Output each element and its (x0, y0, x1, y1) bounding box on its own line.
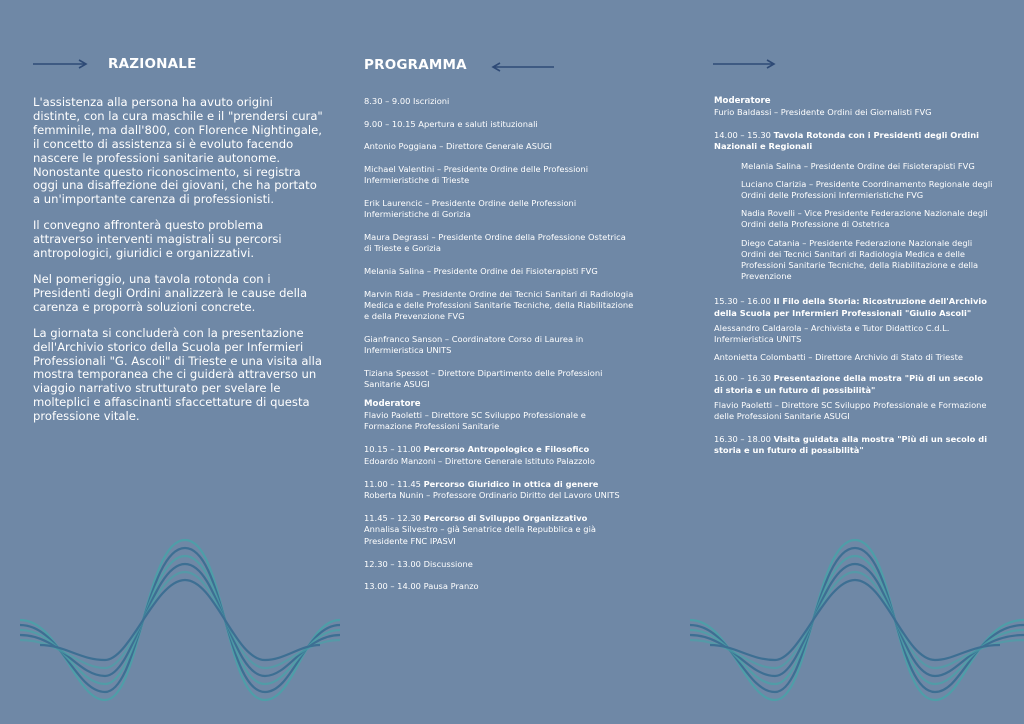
program-speaker: Erik Laurencic – Presidente Ordine delle Professioni Infermieristiche di Gorizia (364, 198, 577, 220)
panel-member: Nadia Rovelli – Vice Presidente Federazione Nazionale degli Ordini della Professione di Ostetrica (741, 208, 988, 230)
round-table-title: 14.00 – 15.30 Tavola Rotonda con i Presidenti degli Ordini Nazionali e Regionali (714, 130, 979, 152)
arrow-right-icon (33, 58, 89, 70)
moderator-label: Moderatore (364, 398, 421, 409)
session: 10.15 – 11.00 Percorso Antropologico e Filosofico Edoardo Manzoni – Direttore Generale Istituto Palazzolo (364, 444, 595, 466)
moderator-text: Flavio Paoletti – Direttore SC Sviluppo Professionale e Formazione Professioni Sanitarie (364, 409, 586, 432)
program-speaker: Tiziana Spessot – Direttore Dipartimento delle Professioni Sanitarie ASUGI (364, 367, 603, 389)
session: 11.45 – 12.30 Percorso di Sviluppo Organizzativo Annalisa Silvestro – già Senatrice della Repubblica e già Presidente FNC IPASVI (364, 513, 596, 546)
filo-speaker: Antonietta Colombatti – Direttore Archivio di Stato di Trieste (714, 352, 963, 363)
razionale-section (33, 96, 323, 436)
programma-section (364, 96, 634, 604)
filo-title: 15.30 – 16.00 Il Filo della Storia: Ricostruzione dell'Archivio della Scuola per Infermieri Professionali "Giulio Ascoli" (714, 296, 987, 318)
filo-speaker: Alessandro Caldarola – Archivista e Tutor Didattico C.d.L. Infermieristica UNITS (714, 322, 950, 345)
razionale-heading: RAZIONALE (108, 56, 197, 72)
mostra-speaker: Flavio Paoletti – Direttore SC Sviluppo Professionale e Formazione delle Professioni Sanitarie ASUGI (714, 399, 987, 422)
panel-member: Melania Salina – Presidente Ordine dei Fisioterapisti FVG (741, 160, 975, 171)
programma-heading: PROGRAMMA (364, 57, 467, 73)
program-item: 13.00 – 14.00 Pausa Pranzo (364, 581, 479, 592)
razionale-paragraph: Il convegno affronterà questo problema attraverso interventi magistrali su percorsi antropologici, giuridici e organizzativi. (33, 218, 282, 261)
program-speaker: Melania Salina – Presidente Ordine dei Fisioterapisti FVG (364, 265, 598, 276)
moderator-label: Moderatore (714, 96, 771, 106)
mostra-title: 16.00 – 16.30 Presentazione della mostra "Più di un secolo di storia e un futuro di possibilità" (714, 373, 983, 395)
program-speaker: Gianfranco Sanson – Coordinatore Corso di Laurea in Infermieristica UNITS (364, 333, 584, 355)
program-item: 12.30 – 13.00 Discussione (364, 558, 473, 569)
program-item: 8.30 – 9.00 Iscrizioni (364, 96, 450, 106)
moderator-text: Furio Baldassi – Presidente Ordini dei Giornalisti FVG (714, 107, 932, 117)
program-speaker: Marvin Rida – Presidente Ordine dei Tecnici Sanitari di Radiologia Medica e delle Professioni Sanitarie Tecniche, della Riabilitazione e della Prevenzione FVG (364, 288, 634, 321)
session: 11.00 – 11.45 Percorso Giuridico in ottica di genere Roberta Nunin – Professore Ordinario Diritto del Lavoro UNITS (364, 478, 620, 500)
program-speaker: Michael Valentini – Presidente Ordine delle Professioni Infermieristiche di Trieste (364, 164, 589, 186)
panel-member: Diego Catania – Presidente Federazione Nazionale degli Ordini dei Tecnici Sanitari di Radiologia Medica e delle Professioni Sanitarie Tecniche, della Riabilitazione e della Prevenzione (741, 237, 979, 282)
afternoon-section (714, 96, 994, 464)
razionale-paragraph: Nel pomeriggio, una tavola rotonda con i Presidenti degli Ordini analizzerà le cause della carenza e proporrà soluzioni concrete. (33, 271, 308, 314)
arrow-right-icon (713, 58, 777, 70)
program-speaker: Antonio Poggiana – Direttore Generale ASUGI (364, 141, 552, 152)
program-speaker: Maura Degrassi – Presidente Ordine della Professione Ostetrica di Trieste e Gorizia (364, 231, 626, 254)
razionale-paragraph: L'assistenza alla persona ha avuto origini distinte, con la cura maschile e il "prendersi cura" femminile, ma dall'800, con Florence Nightingale, il concetto di assistenza si è evoluto facendo nascere le professioni sanitarie autonome. Nonostante questo riconoscimento, si registra oggi una disaffezione dei giovani, che ha portato a un'importante carenza di professionisti. (33, 95, 323, 207)
wave-decoration-left (20, 520, 340, 724)
razionale-paragraph: La giornata si concluderà con la presentazione dell'Archivio storico della Scuola per Infermieri Professionali "G. Ascoli" di Trieste e una visita alla mostra temporanea che ci guiderà attraverso un viaggio narrativo strutturato per svelare le molteplici e affascinanti sfaccettature di questa professione vitale. (33, 325, 322, 424)
arrow-left-icon (491, 61, 555, 73)
program-item: 9.00 – 10.15 Apertura e saluti istituzionali (364, 118, 538, 129)
visita-title: 16.30 – 18.00 Visita guidata alla mostra "Più di un secolo di storia e un futuro di possibilità" (714, 434, 988, 456)
wave-decoration-right (690, 520, 1024, 724)
panel-member: Luciano Clarizia – Presidente Coordinamento Regionale degli Ordini delle Professioni Infermieristiche FVG (741, 178, 993, 201)
